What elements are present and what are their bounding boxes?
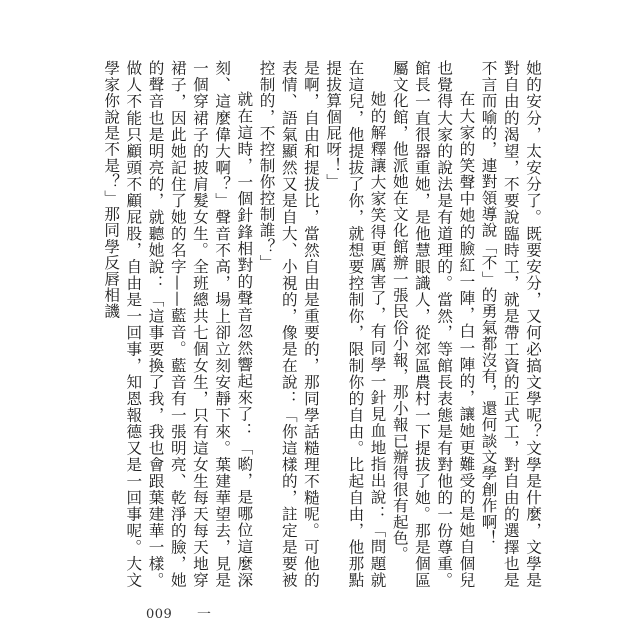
- paragraph-2: 在大家的笑聲中她的臉紅一陣，白一陣的，讓她更難受的是她自個兒也覺得大家的說法是有道理的。當然，等館長表態是有對他的一份尊重。館長一直很器重她，是他慧眼識人，從郊區農村一下提拔了她。那是個區屬文化館，他派她在文化館辦一張民俗小報，那小報已辦得很有起色。: [390, 60, 476, 588]
- paragraph-1: 她的安分，太安分了。既要安分，又何必搞文學呢？文學是什麼，文學是對自由的渴望，不要說臨時工，就是帶工資的正式工，對自由的選擇也是不言而喻的，連對領導說「不」的勇氣都沒有，還何談文學創作啊！: [479, 60, 542, 588]
- paragraph-5: 就在這時，一個針鋒相對的聲音忽然響起來了：「喲，是哪位這麼深刻、這麼偉大啊？」聲音不高，場上卻立刻安靜下來。葉建華望去，見是一個穿裙子的披肩髮女生。全班總共七個女生，只有這女生每天每天地穿裙子，因此她記住了她的名字——藍音。藍音有一張明亮、乾淨的臉，她的聲音也是明亮的，就聽她說：「這事要換了我，我也會跟葉建華一樣。做人不能只顧頭不顧屁股，自由是一回事，知恩報德又是一回事呢。大文學家你說是不是？」那同學反唇相譏: [102, 60, 254, 588]
- running-head: 一: [197, 607, 211, 623]
- paragraph-3: 她的解釋讓大家笑得更厲害了，有同學一針見血地指出說：「問題就在這兒，他提拔了你，就想要控制你，限制你的自由。比起自由，他那點提拔算個屁呀！」: [324, 60, 387, 588]
- body-text: [102, 60, 544, 588]
- paragraph-4: 是啊，自由和提拔比，當然自由是重要的，那同學話糙理不糙呢。可他的表情、語氣顯然又是自大、小視的，像是在說：「你這樣的，註定是要被控制的，不控制你控制誰？」: [257, 60, 320, 588]
- page-number: 009: [146, 607, 173, 622]
